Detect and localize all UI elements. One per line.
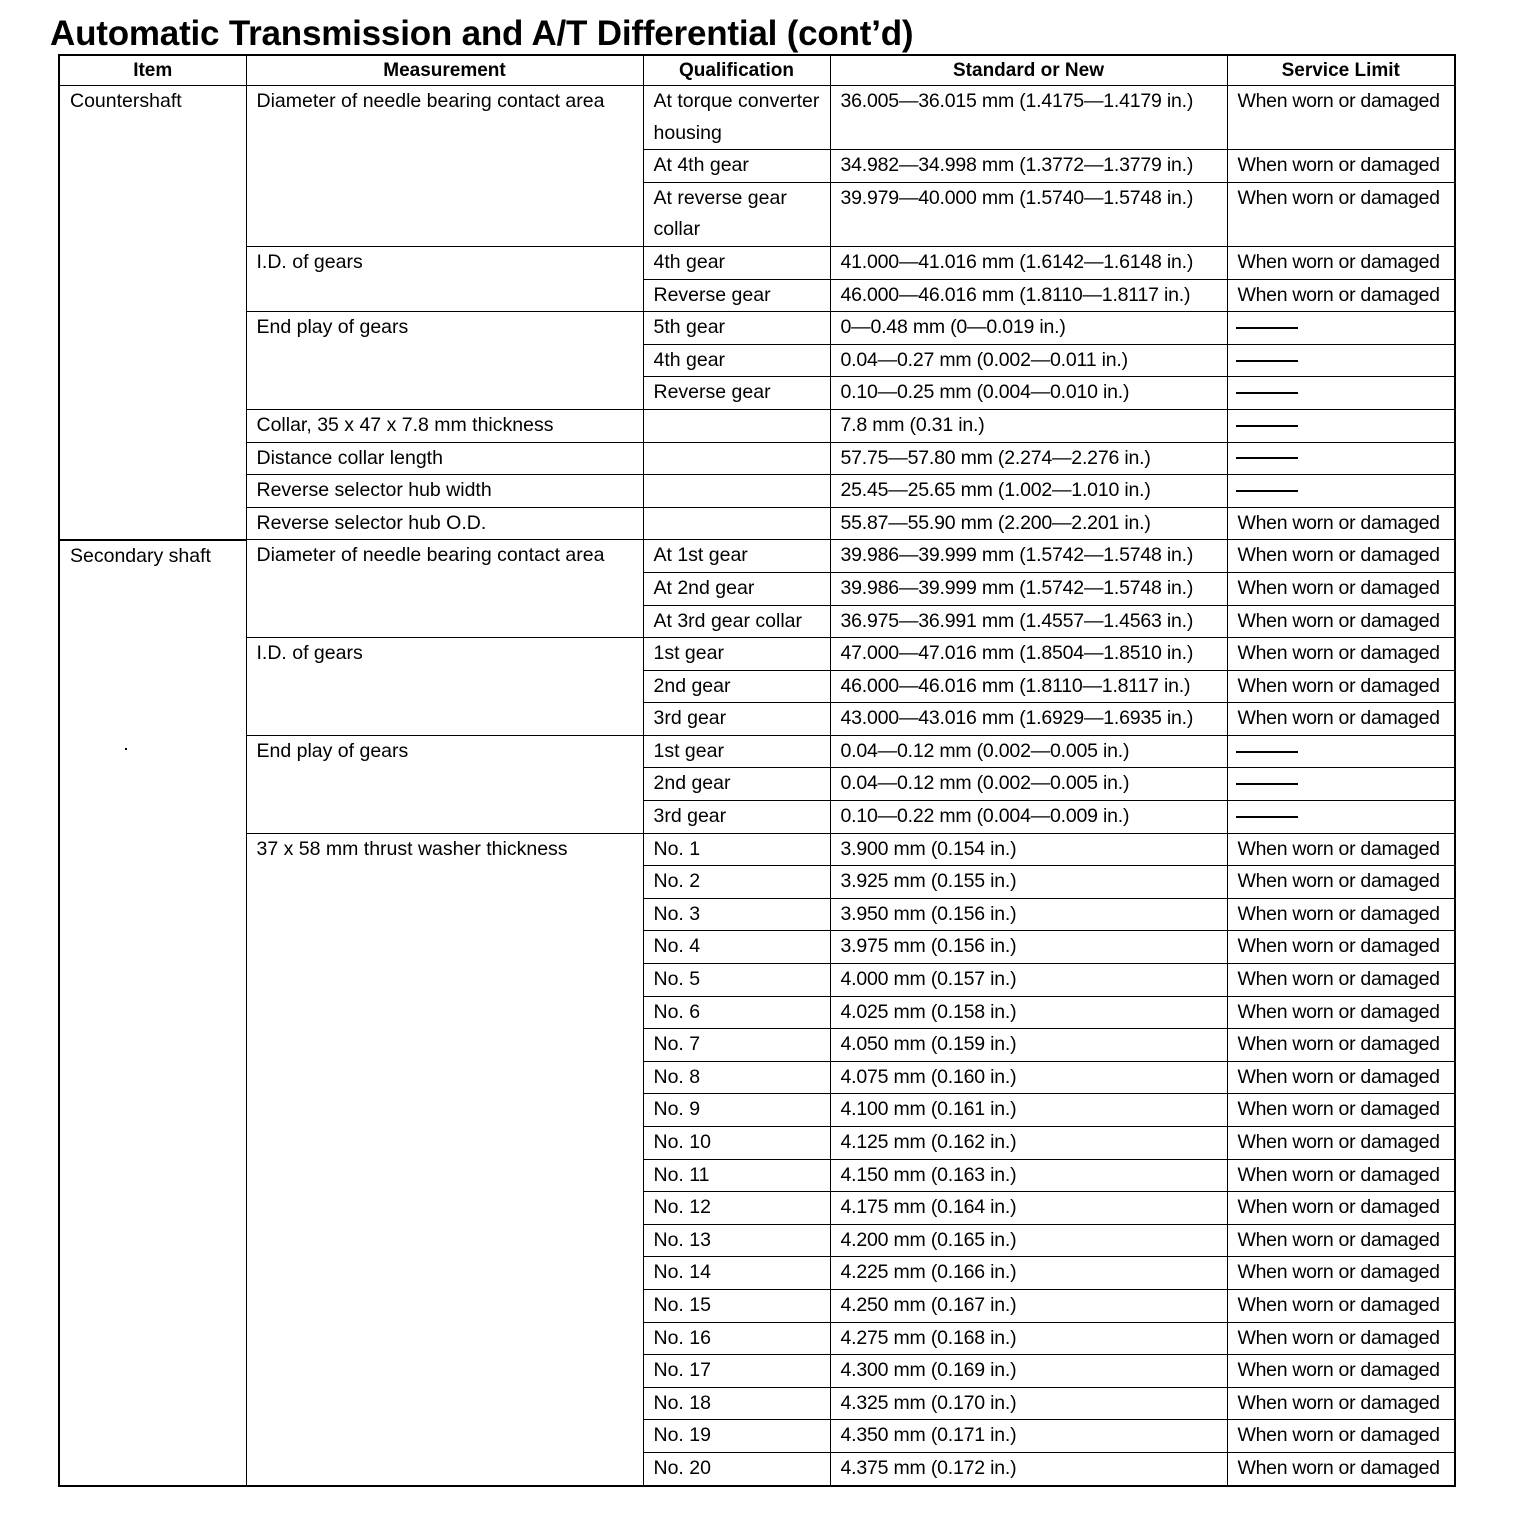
dash-mark (1236, 425, 1298, 427)
qualification-cell (643, 409, 830, 442)
qualification-cell: Reverse gear (643, 377, 830, 410)
standard-cell: 39.986—39.999 mm (1.5742—1.5748 in.) (830, 572, 1227, 605)
standard-cell: 4.250 mm (0.167 in.) (830, 1289, 1227, 1322)
dash-mark (1236, 327, 1298, 329)
qualification-cell: No. 18 (643, 1387, 830, 1420)
qualification-cell: At 1st gear (643, 540, 830, 573)
item-cell: Countershaft (59, 86, 246, 540)
service-limit-cell: When worn or damaged (1227, 1061, 1455, 1094)
service-limit-cell (1227, 442, 1455, 475)
qualification-cell: Reverse gear (643, 279, 830, 312)
standard-cell: 47.000—47.016 mm (1.8504—1.8510 in.) (830, 638, 1227, 671)
item-cell: Secondary shaft (59, 540, 246, 1486)
qualification-cell: At reverse gear collar (643, 182, 830, 246)
qualification-cell: 2nd gear (643, 768, 830, 801)
measurement-cell: I.D. of gears (246, 246, 643, 311)
measurement-cell: End play of gears (246, 312, 643, 410)
service-limit-cell (1227, 735, 1455, 768)
service-limit-cell: When worn or damaged (1227, 1322, 1455, 1355)
stray-dot (125, 748, 127, 750)
qualification-cell: No. 12 (643, 1192, 830, 1225)
standard-cell: 4.125 mm (0.162 in.) (830, 1127, 1227, 1160)
qualification-cell: No. 10 (643, 1127, 830, 1160)
qualification-cell: No. 9 (643, 1094, 830, 1127)
standard-cell: 4.050 mm (0.159 in.) (830, 1029, 1227, 1062)
standard-cell: 25.45—25.65 mm (1.002—1.010 in.) (830, 475, 1227, 508)
spec-table (58, 54, 1456, 1487)
qualification-cell: No. 4 (643, 931, 830, 964)
service-limit-cell: When worn or damaged (1227, 605, 1455, 638)
qualification-cell: At 3rd gear collar (643, 605, 830, 638)
standard-cell: 0.04—0.12 mm (0.002—0.005 in.) (830, 768, 1227, 801)
service-limit-cell (1227, 344, 1455, 377)
qualification-cell: No. 3 (643, 898, 830, 931)
service-limit-cell: When worn or damaged (1227, 86, 1455, 150)
qualification-cell: No. 1 (643, 833, 830, 866)
page-title: Automatic Transmission and A/T Differential (cont’d) (50, 14, 914, 53)
standard-cell: 0.04—0.12 mm (0.002—0.005 in.) (830, 735, 1227, 768)
dash-mark (1236, 392, 1298, 394)
standard-cell: 0.10—0.22 mm (0.004—0.009 in.) (830, 801, 1227, 834)
qualification-cell: 4th gear (643, 246, 830, 279)
standard-cell: 4.025 mm (0.158 in.) (830, 996, 1227, 1029)
service-limit-cell: When worn or damaged (1227, 540, 1455, 573)
standard-cell: 4.225 mm (0.166 in.) (830, 1257, 1227, 1290)
standard-cell: 0.10—0.25 mm (0.004—0.010 in.) (830, 377, 1227, 410)
qualification-cell (643, 475, 830, 508)
service-limit-cell: When worn or damaged (1227, 1127, 1455, 1160)
standard-cell: 4.150 mm (0.163 in.) (830, 1159, 1227, 1192)
qualification-cell: No. 14 (643, 1257, 830, 1290)
service-limit-cell: When worn or damaged (1227, 931, 1455, 964)
standard-cell: 4.375 mm (0.172 in.) (830, 1452, 1227, 1485)
service-limit-cell: When worn or damaged (1227, 1289, 1455, 1322)
measurement-cell: End play of gears (246, 735, 643, 833)
qualification-cell: At 4th gear (643, 150, 830, 183)
service-limit-cell (1227, 312, 1455, 345)
standard-cell: 3.975 mm (0.156 in.) (830, 931, 1227, 964)
measurement-cell: I.D. of gears (246, 638, 643, 736)
table-row (59, 475, 1455, 508)
qualification-cell: No. 13 (643, 1224, 830, 1257)
measurement-cell: Collar, 35 x 47 x 7.8 mm thickness (246, 409, 643, 442)
standard-cell: 34.982—34.998 mm (1.3772—1.3779 in.) (830, 150, 1227, 183)
service-limit-cell: When worn or damaged (1227, 964, 1455, 997)
standard-cell: 57.75—57.80 mm (2.274—2.276 in.) (830, 442, 1227, 475)
standard-cell: 3.950 mm (0.156 in.) (830, 898, 1227, 931)
service-limit-cell: When worn or damaged (1227, 1452, 1455, 1485)
service-limit-cell (1227, 377, 1455, 410)
standard-cell: 4.350 mm (0.171 in.) (830, 1420, 1227, 1453)
service-limit-cell: When worn or damaged (1227, 1192, 1455, 1225)
service-limit-cell: When worn or damaged (1227, 866, 1455, 899)
service-limit-cell (1227, 409, 1455, 442)
service-limit-cell: When worn or damaged (1227, 1029, 1455, 1062)
service-limit-cell: When worn or damaged (1227, 703, 1455, 736)
service-limit-cell: When worn or damaged (1227, 507, 1455, 540)
qualification-cell: 1st gear (643, 638, 830, 671)
dash-mark (1236, 457, 1298, 459)
header-row (59, 55, 1455, 86)
standard-cell: 4.300 mm (0.169 in.) (830, 1355, 1227, 1388)
qualification-cell: 4th gear (643, 344, 830, 377)
header-qualification: Qualification (643, 55, 830, 86)
service-limit-cell: When worn or damaged (1227, 1387, 1455, 1420)
service-limit-cell: When worn or damaged (1227, 898, 1455, 931)
standard-cell: 4.325 mm (0.170 in.) (830, 1387, 1227, 1420)
qualification-cell: 1st gear (643, 735, 830, 768)
qualification-cell: No. 19 (643, 1420, 830, 1453)
qualification-cell: 3rd gear (643, 703, 830, 736)
dash-mark (1236, 360, 1298, 362)
qualification-cell: No. 7 (643, 1029, 830, 1062)
standard-cell: 7.8 mm (0.31 in.) (830, 409, 1227, 442)
standard-cell: 39.986—39.999 mm (1.5742—1.5748 in.) (830, 540, 1227, 573)
standard-cell: 3.925 mm (0.155 in.) (830, 866, 1227, 899)
measurement-cell: Diameter of needle bearing contact area (246, 86, 643, 247)
service-limit-cell: When worn or damaged (1227, 996, 1455, 1029)
qualification-cell: At torque converter housing (643, 86, 830, 150)
qualification-cell: At 2nd gear (643, 572, 830, 605)
measurement-cell: Distance collar length (246, 442, 643, 475)
standard-cell: 0—0.48 mm (0—0.019 in.) (830, 312, 1227, 345)
standard-cell: 4.200 mm (0.165 in.) (830, 1224, 1227, 1257)
table-row (59, 442, 1455, 475)
qualification-cell: No. 17 (643, 1355, 830, 1388)
service-limit-cell: When worn or damaged (1227, 182, 1455, 246)
dash-mark (1236, 783, 1298, 785)
qualification-cell: No. 15 (643, 1289, 830, 1322)
qualification-cell: No. 2 (643, 866, 830, 899)
table-row (59, 246, 1455, 279)
standard-cell: 4.100 mm (0.161 in.) (830, 1094, 1227, 1127)
service-limit-cell: When worn or damaged (1227, 572, 1455, 605)
table-row (59, 638, 1455, 671)
measurement-cell: Diameter of needle bearing contact area (246, 540, 643, 638)
service-limit-cell: When worn or damaged (1227, 1355, 1455, 1388)
standard-cell: 43.000—43.016 mm (1.6929—1.6935 in.) (830, 703, 1227, 736)
table-row (59, 409, 1455, 442)
service-limit-cell: When worn or damaged (1227, 1159, 1455, 1192)
service-limit-cell: When worn or damaged (1227, 1094, 1455, 1127)
measurement-cell: Reverse selector hub O.D. (246, 507, 643, 540)
qualification-cell: No. 8 (643, 1061, 830, 1094)
standard-cell: 55.87—55.90 mm (2.200—2.201 in.) (830, 507, 1227, 540)
qualification-cell (643, 442, 830, 475)
qualification-cell: 2nd gear (643, 670, 830, 703)
dash-mark (1236, 816, 1298, 818)
service-limit-cell: When worn or damaged (1227, 150, 1455, 183)
service-limit-cell (1227, 768, 1455, 801)
spec-body (59, 86, 1455, 1486)
standard-cell: 0.04—0.27 mm (0.002—0.011 in.) (830, 344, 1227, 377)
standard-cell: 4.000 mm (0.157 in.) (830, 964, 1227, 997)
table-row (59, 507, 1455, 540)
service-limit-cell: When worn or damaged (1227, 638, 1455, 671)
measurement-cell: 37 x 58 mm thrust washer thickness (246, 833, 643, 1485)
standard-cell: 39.979—40.000 mm (1.5740—1.5748 in.) (830, 182, 1227, 246)
service-limit-cell: When worn or damaged (1227, 670, 1455, 703)
dash-mark (1236, 490, 1298, 492)
standard-cell: 46.000—46.016 mm (1.8110—1.8117 in.) (830, 670, 1227, 703)
service-limit-cell: When worn or damaged (1227, 1257, 1455, 1290)
service-limit-cell (1227, 801, 1455, 834)
qualification-cell: No. 5 (643, 964, 830, 997)
qualification-cell: No. 20 (643, 1452, 830, 1485)
header-standard: Standard or New (830, 55, 1227, 86)
table-row (59, 86, 1455, 150)
table-row (59, 833, 1455, 866)
service-limit-cell: When worn or damaged (1227, 279, 1455, 312)
service-limit-cell: When worn or damaged (1227, 1224, 1455, 1257)
standard-cell: 4.075 mm (0.160 in.) (830, 1061, 1227, 1094)
service-limit-cell: When worn or damaged (1227, 246, 1455, 279)
qualification-cell: No. 6 (643, 996, 830, 1029)
service-limit-cell (1227, 475, 1455, 508)
standard-cell: 41.000—41.016 mm (1.6142—1.6148 in.) (830, 246, 1227, 279)
dash-mark (1236, 751, 1298, 753)
qualification-cell: 5th gear (643, 312, 830, 345)
qualification-cell: 3rd gear (643, 801, 830, 834)
header-measurement: Measurement (246, 55, 643, 86)
service-limit-cell: When worn or damaged (1227, 833, 1455, 866)
measurement-cell: Reverse selector hub width (246, 475, 643, 508)
header-service-limit: Service Limit (1227, 55, 1455, 86)
header-item: Item (59, 55, 246, 86)
standard-cell: 4.275 mm (0.168 in.) (830, 1322, 1227, 1355)
standard-cell: 3.900 mm (0.154 in.) (830, 833, 1227, 866)
standard-cell: 36.005—36.015 mm (1.4175—1.4179 in.) (830, 86, 1227, 150)
service-limit-cell: When worn or damaged (1227, 1420, 1455, 1453)
table-row (59, 312, 1455, 345)
table-row (59, 735, 1455, 768)
qualification-cell: No. 16 (643, 1322, 830, 1355)
qualification-cell (643, 507, 830, 540)
standard-cell: 36.975—36.991 mm (1.4557—1.4563 in.) (830, 605, 1227, 638)
table-row (59, 540, 1455, 573)
standard-cell: 46.000—46.016 mm (1.8110—1.8117 in.) (830, 279, 1227, 312)
standard-cell: 4.175 mm (0.164 in.) (830, 1192, 1227, 1225)
qualification-cell: No. 11 (643, 1159, 830, 1192)
